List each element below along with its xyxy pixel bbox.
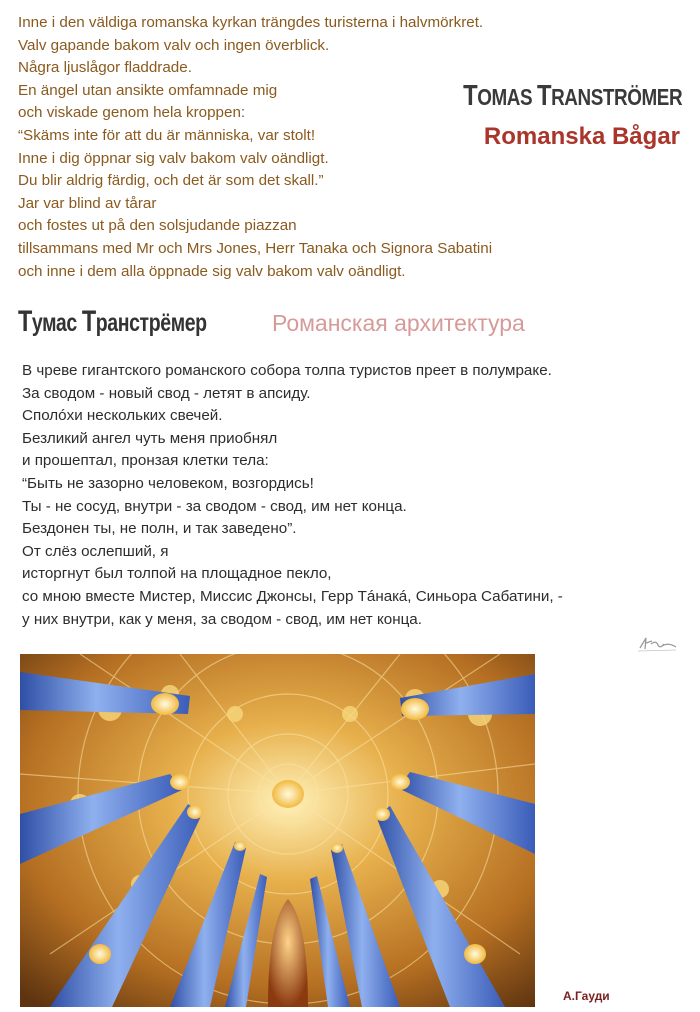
poem-line: och viskade genom hela kroppen: [18, 104, 246, 122]
handwritten-signature [636, 632, 678, 654]
poem-line: и прошептал, пронзая клетки тела: [22, 452, 269, 470]
poem-line: В чреве гигантского романского собора толпа туристов преет в полумраке. [22, 362, 552, 379]
author-initial: Т [81, 305, 96, 338]
author-name-part: RANSTRÖMER [550, 84, 682, 110]
author-initial: T [536, 80, 551, 112]
author-initial: T [462, 80, 478, 112]
poem-line: у них внутри, как у меня, за сводом - свод, им нет конца. [22, 610, 422, 628]
cathedral-photo [20, 654, 535, 1007]
poem-line: Inne i dig öppnar sig valv bakom valv oändligt. [18, 149, 329, 167]
poem-line: Valv gapande bakom valv och ingen överblick. [18, 36, 330, 54]
poem-line: со мною вместе Мистер, Миссис Джонсы, Герр Тáнакá, Синьора Сабатини, - [22, 587, 563, 605]
author-initial: Т [18, 305, 32, 338]
russian-poem-title: Романская архитектура [272, 310, 525, 336]
poem-line: Inne i den väldiga romanska kyrkan trängdes turisterna i halvmörkret. [18, 14, 484, 31]
poem-line: En ängel utan ansikte omfamnade mig [18, 81, 278, 99]
cathedral-illustration [20, 654, 535, 1007]
poem-line: От слёз ослепший, я [22, 542, 169, 560]
poem-line: tillsammans med Mr och Mrs Jones, Herr Tanaka och Signora Sabatini [18, 239, 493, 257]
author-name-part: ранстрёмер [95, 309, 207, 337]
poem-line: За сводом - новый свод - летят в апсиду. [22, 384, 311, 402]
poem-line: och inne i dem alla öppnade sig valv bakom valv oändligt. [18, 262, 406, 280]
russian-author-heading [18, 305, 207, 339]
poem-line: Сполóхи нескольких свечей. [22, 407, 223, 425]
poem-line: исторгнут был толпой на площадное пекло, [22, 565, 332, 583]
poem-line: Några ljuslågor fladdrade. [18, 59, 192, 77]
poem-line: Безликий ангел чуть меня приобнял [22, 429, 278, 447]
poem-line: och fostes ut på den solsjudande piazzan [18, 217, 297, 235]
poem-line: “Skäms inte för att du är människa, var stolt! [18, 126, 316, 144]
poem-line: “Быть не зазорно человеком, возгордись! [22, 474, 314, 492]
swedish-poem-title: Romanska Bågar [483, 123, 680, 150]
poem-line: Jar var blind av tårar [18, 194, 157, 212]
poem-line: Бездонен ты, не полн, и так заведено”. [22, 520, 297, 538]
author-name-part: умас [31, 309, 82, 337]
poem-line: Ты - не сосуд, внутри - за сводом - свод, им нет конца. [22, 497, 407, 515]
poem-line: Du blir aldrig färdig, och det är som det skall.” [18, 172, 324, 190]
russian-poem [22, 360, 662, 631]
author-name-part: OMAS [477, 84, 537, 110]
photo-caption: А.Гауди [563, 989, 610, 1003]
swedish-author-heading [463, 80, 682, 113]
